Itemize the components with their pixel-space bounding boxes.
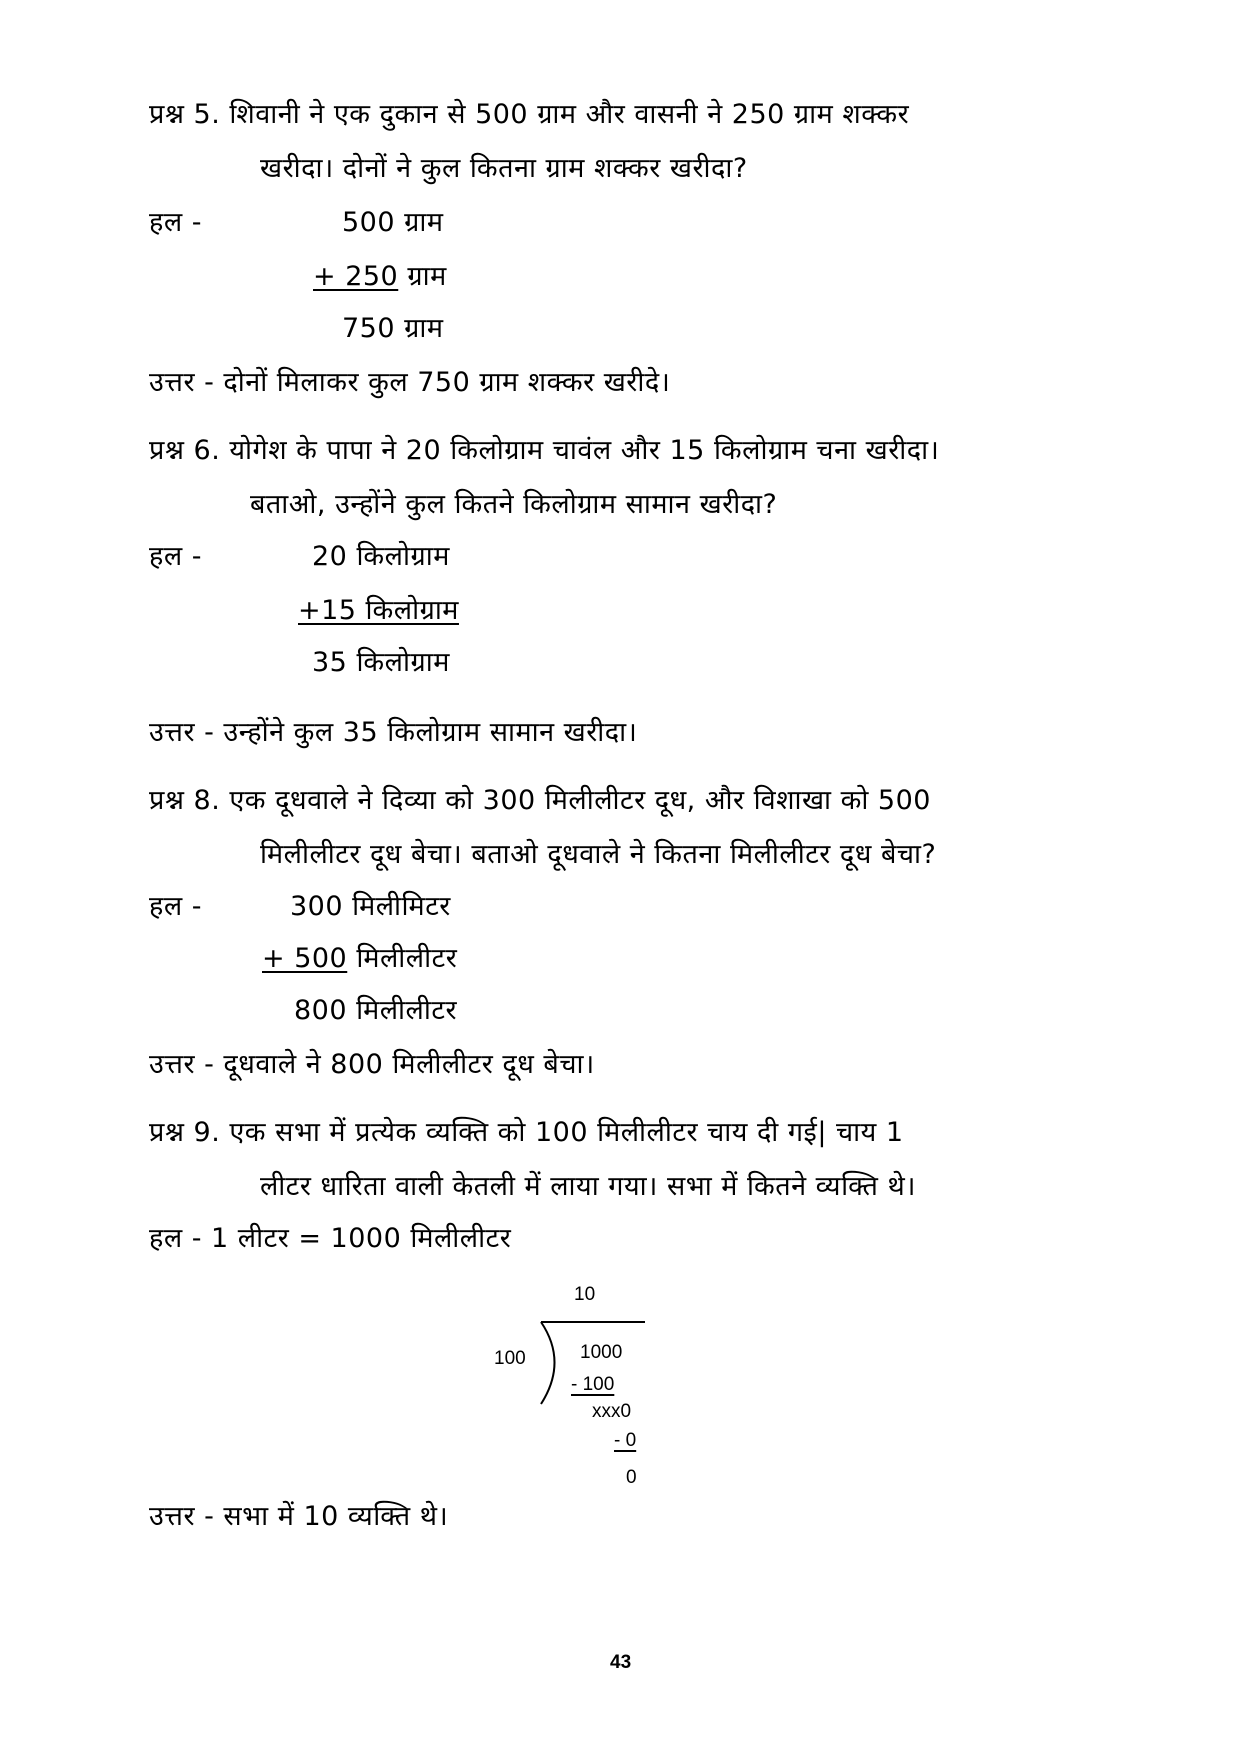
q5-row3: 750 ग्राम — [342, 313, 444, 344]
q8-row2-unit: मिलीलीटर — [356, 943, 458, 974]
q8-answer: उत्तर - दूधवाले ने 800 मिलीलीटर दूध बेचा। — [149, 1049, 595, 1080]
q9-hal: हल - 1 लीटर = 1000 मिलीलीटर — [149, 1223, 512, 1254]
q6-row1: 20 किलोग्राम — [312, 541, 450, 572]
q5-line2: खरीदा। दोनों ने कुल कितना ग्राम शक्कर खरीदा? — [260, 153, 748, 184]
division-subtract-2: - 0 — [614, 1430, 637, 1451]
q5-hal-label: हल - — [149, 207, 202, 238]
division-subtract-1: - 100 — [571, 1374, 615, 1395]
q5-line1: प्रश्न 5. शिवानी ने एक दुकान से 500 ग्राम और वासनी ने 250 ग्राम शक्कर — [149, 99, 910, 130]
q6-row2: +15 किलोग्राम — [298, 595, 459, 626]
q6-answer: उत्तर - उन्होंने कुल 35 किलोग्राम सामान खरीदा। — [149, 717, 638, 748]
division-quotient: 10 — [574, 1284, 596, 1305]
division-divisor: 100 — [494, 1348, 526, 1369]
q6-line2: बताओ, उन्होंने कुल कितने किलोग्राम सामान खरीदा? — [250, 489, 778, 520]
q6-row3: 35 किलोग्राम — [312, 647, 450, 678]
q5-row1: 500 ग्राम — [342, 207, 444, 238]
q9-answer: उत्तर - सभा में 10 व्यक्ति थे। — [149, 1501, 449, 1532]
q8-row1: 300 मिलीमिटर — [290, 891, 451, 922]
q8-hal-label: हल - — [149, 891, 202, 922]
division-dividend: 1000 — [580, 1342, 623, 1363]
q9-line2: लीटर धारिता वाली केतली में लाया गया। सभा में कितने व्यक्ति थे। — [260, 1171, 916, 1202]
division-remainder-2: 0 — [626, 1467, 637, 1488]
q5-row2-number: + 250 — [313, 261, 399, 292]
q8-line1: प्रश्न 8. एक दूधवाले ने दिव्या को 300 मिलीलीटर दूध, और विशाखा को 500 — [149, 785, 931, 816]
q8-line2: मिलीलीटर दूध बेचा। बताओ दूधवाले ने कितना मिलीलीटर दूध बेचा? — [260, 839, 937, 870]
q5-answer: उत्तर - दोनों मिलाकर कुल 750 ग्राम शक्कर खरीदे। — [149, 367, 671, 398]
q5-row2-unit: ग्राम — [407, 261, 447, 292]
q8-row2-number: + 500 — [262, 943, 348, 974]
q9-line1: प्रश्न 9. एक सभा में प्रत्येक व्यक्ति को 100 मिलीलीटर चाय दी गई| चाय 1 — [149, 1117, 904, 1148]
q6-hal-label: हल - — [149, 541, 202, 572]
page-number: 43 — [610, 1652, 632, 1673]
q8-row3: 800 मिलीलीटर — [294, 995, 458, 1026]
q6-line1: प्रश्न 6. योगेश के पापा ने 20 किलोग्राम चावंल और 15 किलोग्राम चना खरीदा। — [149, 435, 940, 466]
division-remainder-1: xxx0 — [592, 1401, 632, 1422]
